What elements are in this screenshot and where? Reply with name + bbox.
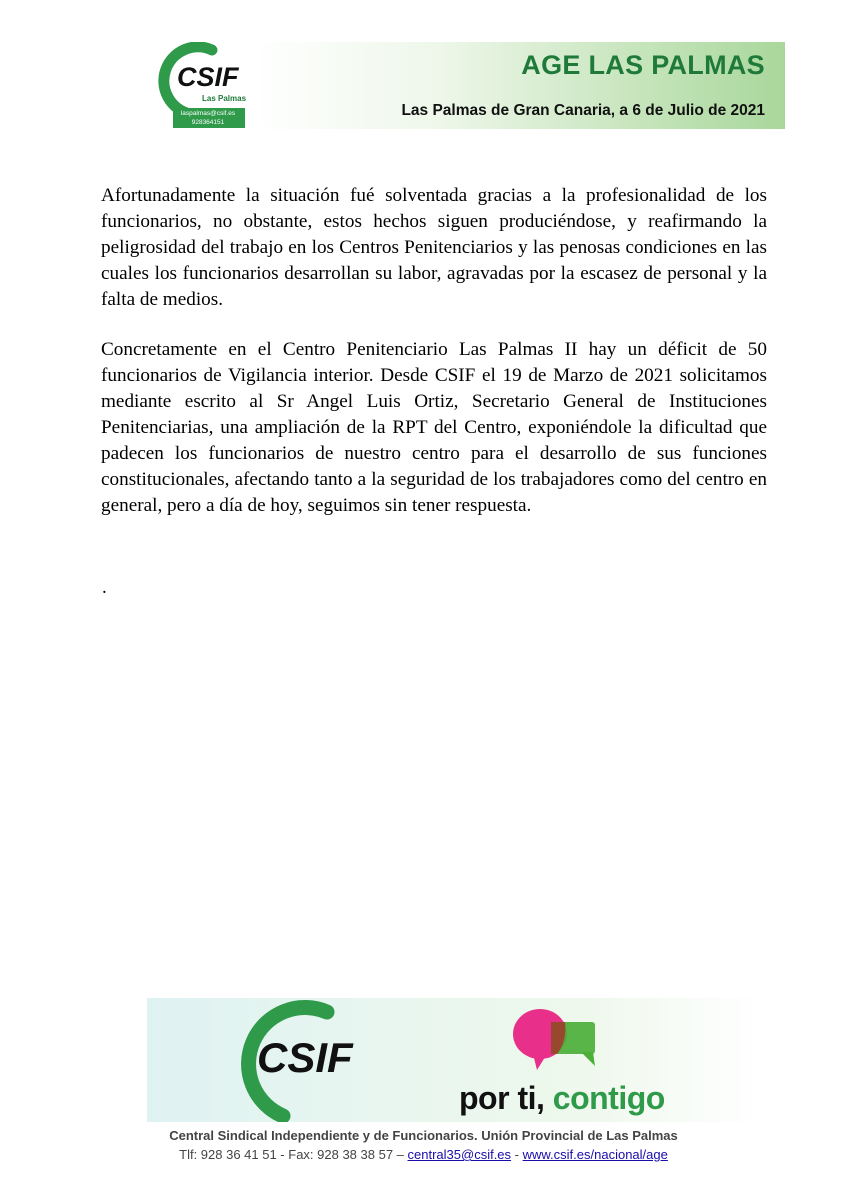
footer-contact: [0, 1147, 847, 1162]
slogan: [459, 1080, 665, 1117]
footer-banner: [147, 998, 763, 1122]
logo-phone: 928364151: [191, 119, 225, 126]
footer-separator: -: [511, 1147, 523, 1162]
slogan-part-1: por ti,: [459, 1080, 553, 1116]
trailing-mark: .: [102, 577, 107, 598]
footer-email-link[interactable]: central35@csif.es: [407, 1147, 512, 1162]
letter-body: [101, 183, 767, 543]
header-logo: [150, 42, 250, 128]
banner-csif-logo-icon: [217, 998, 367, 1122]
slogan-part-2: contigo: [552, 1080, 665, 1116]
footer-organization: Central Sindical Independiente y de Funcionarios. Unión Provincial de Las Palmas: [169, 1128, 678, 1143]
paragraph-2: Concretamente en el Centro Penitenciario Las Palmas II hay un déficit de 50 funcionarios de Vigilancia interior. Desde CSIF el 19 de Marzo de 2021 solicitamos mediante escrito al Sr Angel Luis Ortiz, Secretario General de Instituciones Penitenciarias, una ampliación de la RPT del Centro, exponiéndole la dificultad que padecen los funcionarios de nuestro centro para el desarrollo de sus funciones constitucionales, afectando tanto a la seguridad de los trabajadores como del centro en general, pero a día de hoy, seguimos sin tener respuesta.: [101, 339, 767, 516]
date-line: Las Palmas de Gran Canaria, a 6 de Julio de 2021: [401, 102, 765, 119]
banner-logo-wordmark: CSIF: [257, 1034, 353, 1081]
speech-bubbles-icon: [507, 1004, 607, 1084]
page-title: AGE LAS PALMAS: [521, 50, 765, 80]
footer-phone-fax: Tlf: 928 36 41 51 - Fax: 928 38 38 57 –: [179, 1147, 408, 1162]
logo-subtitle: Las Palmas: [202, 94, 247, 103]
logo-email: laspalmas@csif.es: [180, 110, 236, 117]
paragraph-1: Afortunadamente la situación fué solventada gracias a la profesionalidad de los funcionarios, no obstante, estos hechos siguen produciéndose, y reafirmando la peligrosidad del trabajo en los Centros Penitenciarios y las penosas condiciones en las cuales los funcionarios desarrollan su labor, agravadas por la escasez de personal y la falta de medios.: [101, 185, 767, 310]
footer-website-link[interactable]: www.csif.es/nacional/age: [522, 1147, 668, 1162]
header-band: [252, 42, 785, 129]
logo-wordmark: CSIF: [177, 62, 239, 92]
